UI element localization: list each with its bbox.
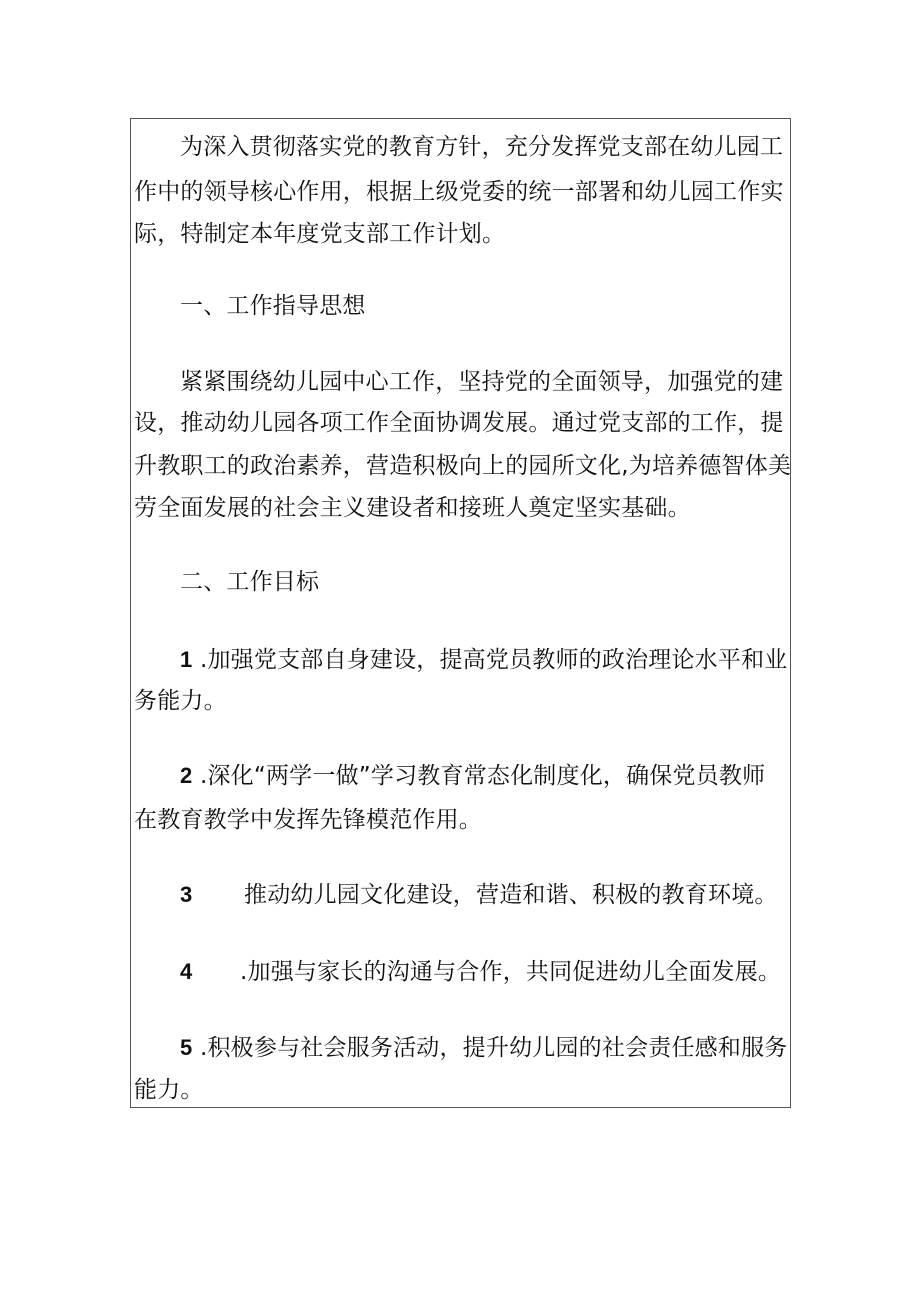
goal-3 bbox=[180, 880, 778, 910]
section1-heading: 一、工作指导思想 bbox=[180, 293, 366, 319]
intro-line-1: 为深入贯彻落实党的教育方针，充分发挥党支部在幼儿园工 bbox=[180, 134, 784, 160]
goal-5-line-2: 能力。 bbox=[134, 1077, 204, 1103]
goal-text: .深化“两学一做”学习教育常态化制度化，确保党员教师 bbox=[199, 763, 766, 789]
goal-number: 4 bbox=[180, 959, 193, 984]
goal-text: 推动幼儿园文化建设，营造和谐、积极的教育环境。 bbox=[244, 882, 778, 908]
goal-number: 3 bbox=[180, 882, 193, 907]
intro-line-2: 作中的领导核心作用，根据上级党委的统一部署和幼儿园工作实 bbox=[134, 179, 784, 205]
goal-number: 1 bbox=[180, 647, 193, 672]
section1-line-2: 设，推动幼儿园各项工作全面协调发展。通过党支部的工作，提 bbox=[134, 410, 784, 436]
goal-5 bbox=[180, 1033, 787, 1063]
goal-1-line-2: 务能力。 bbox=[134, 688, 227, 714]
section1-line-3: 升教职工的政治素养，营造积极向上的园所文化,为培养德智体美 bbox=[134, 453, 792, 479]
goal-2-line-2: 在教育教学中发挥先锋模范作用。 bbox=[134, 807, 482, 833]
section2-heading: 二、工作目标 bbox=[180, 569, 320, 595]
section1-line-4: 劳全面发展的社会主义建设者和接班人奠定坚实基础。 bbox=[134, 495, 691, 521]
goal-4 bbox=[180, 957, 781, 987]
goal-number: 5 bbox=[180, 1035, 193, 1060]
goal-text: .加强党支部自身建设，提高党员教师的政治理论水平和业 bbox=[199, 647, 788, 673]
goal-2 bbox=[180, 761, 765, 791]
intro-line-3: 际，特制定本年度党支部工作计划。 bbox=[134, 221, 506, 247]
goal-1 bbox=[180, 645, 787, 675]
goal-text: .加强与家长的沟通与合作，共同促进幼儿全面发展。 bbox=[240, 959, 782, 985]
goal-number: 2 bbox=[180, 763, 193, 788]
section1-line-1: 紧紧围绕幼儿园中心工作，坚持党的全面领导，加强党的建 bbox=[180, 369, 784, 395]
goal-text: .积极参与社会服务活动，提升幼儿园的社会责任感和服务 bbox=[199, 1035, 788, 1061]
